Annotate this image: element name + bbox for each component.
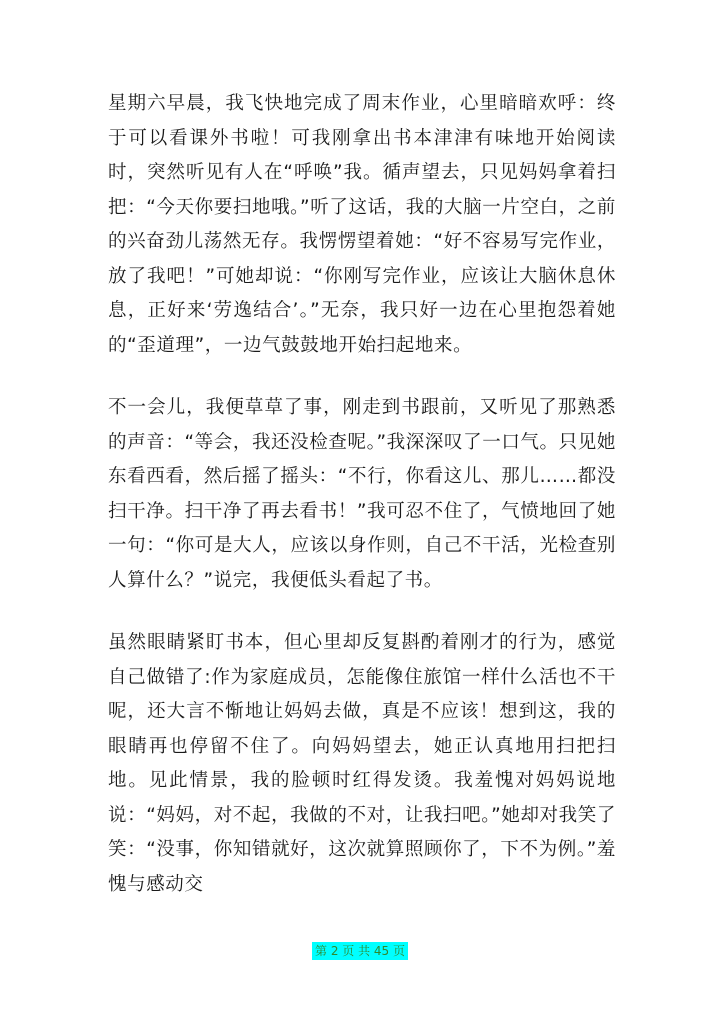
document-body <box>108 87 616 902</box>
paragraph-spacer <box>108 598 616 626</box>
page-footer <box>0 942 720 960</box>
paragraph-3: 虽然眼睛紧盯书本，但心里却反复斟酌着刚才的行为，感觉自己做错了:作为家庭成员，怎能像住旅馆一样什么活也不干呢，还大言不惭地让妈妈去做，真是不应该！想到这，我的眼睛再也停留不住了。向妈妈望去，她正认真地用扫把扫地。见此情景，我的脸顿时红得发烫。我羞愧对妈妈说地说：“妈妈，对不起，我做的不对，让我扫吧。”她却对我笑了笑：“没事，你知错就好，这次就算照顾你了，下不为例。”羞愧与感动交 <box>108 632 616 895</box>
paragraph-spacer <box>108 363 616 391</box>
page-number: 第 2 页 共 45 页 <box>312 942 408 960</box>
paragraph-1: 星期六早晨，我飞快地完成了周末作业，心里暗暗欢呼：终于可以看课外书啦！可我刚拿出书本津津有味地开始阅读时，突然听见有人在“呼唤”我。循声望去，只见妈妈拿着扫把：“今天你要扫地哦。”听了这话，我的大脑一片空白，之前的兴奋劲儿荡然无存。我愣愣望着她：“好不容易写完作业，放了我吧！”可她却说：“你刚写完作业，应该让大脑休息休息，正好来‘劳逸结合’。”无奈，我只好一边在心里抱怨着她的“歪道理”，一边气鼓鼓地开始扫起地来。 <box>108 93 616 356</box>
paragraph-2: 不一会儿，我便草草了事，刚走到书跟前，又听见了那熟悉的声音：“等会，我还没检查呢。”我深深叹了一口气。只见她东看西看，然后摇了摇头：“不行，你看这儿、那儿……都没扫干净。扫干净了再去看书！”我可忍不住了，气愤地回了她一句：“你可是大人，应该以身作则，自己不干活，光检查别人算什么？”说完，我便低头看起了书。 <box>108 397 616 591</box>
